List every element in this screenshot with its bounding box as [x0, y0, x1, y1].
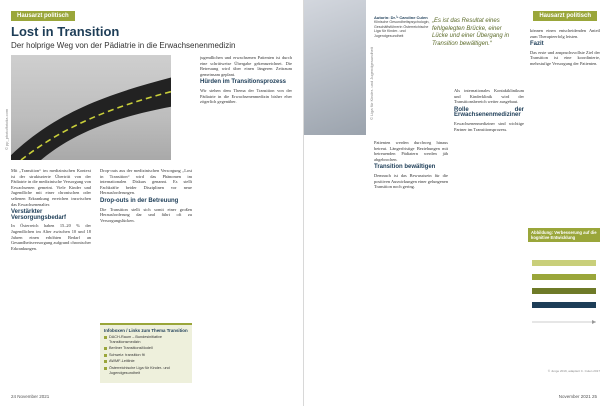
section-tag: Hausarzt politisch — [11, 11, 75, 21]
section-tag: Hausarzt politisch — [533, 11, 597, 21]
road-illustration — [11, 55, 171, 160]
author-portrait — [304, 0, 366, 135]
right-col3-text: können einen entscheidenden Anteil zum Therapieerfolg leisten. — [530, 28, 600, 39]
heading-versorgungsbedarf: Verstärkter Versorgungsbedarf — [11, 209, 67, 221]
body-transition-bewaeltigen: Demnach ist das Bewusstsein für die positiven Auswirkungen einer gelungenen Transition noch gering. — [374, 172, 448, 190]
figure-source: © Junge 2019, adaptiert C. Culen 2017 — [547, 369, 600, 373]
photo-caption: © pp_photo/fotolia.com — [4, 108, 9, 150]
heading-transition-bewaeltigen: Transition bewältigen — [374, 164, 436, 171]
left-column-3 — [200, 55, 292, 385]
heading-huerden: Hürden im Transitionsprozess — [200, 79, 287, 86]
page-folio-right: November 2021 25 — [558, 394, 597, 399]
right-column-3 — [530, 28, 600, 223]
left-column-2 — [100, 168, 192, 318]
info-box-item[interactable]: DACH-Raum – Bundesinitiative Transitionsmedizin — [104, 335, 188, 344]
info-box — [100, 323, 192, 383]
intro-text: Mit „Transition“ im medizinischen Kontext ist der strukturierte Übertritt von der Pädiatrie in die medizinische Versorgung von Erwachsenen gemeint. Viele Kinder und Jugendliche mit einer chronischen oder seltenen Erkrankung erreichen inzwischen das Erwachsenenalter. — [11, 168, 91, 207]
info-box-title: Infoboxen / Links zum Thema Transition — [104, 328, 188, 333]
heading-erwachsenenmediziner: Rolle der Erwachsenenmediziner — [454, 106, 524, 119]
col2-text: Drop-outs aus der medizinischen Versorgung „Lost in Transition“ wird das Phänomen im internationalen Diskurs genannt. Es stellt Fachkräfte beider Disziplinen vor neue Herausforderungen. — [100, 168, 192, 196]
heading-drop-outs: Drop-outs in der Betreuung — [100, 197, 179, 204]
figure-box — [528, 228, 600, 373]
author-block — [374, 16, 432, 64]
author-name: Autorin: Dr.ⁱⁿ Caroline Culen — [374, 15, 428, 20]
bullet-icon — [104, 354, 107, 357]
body-drop-outs: Die Transition stellt sich somit einer großen Herausforderung dar und führt oft zu Versorgungslücken. — [100, 206, 192, 223]
body-fazit: Das erste und anspruchsvollste Ziel der Transition ist eine koordinierte, mehrstufige Versorgung der Patienten. — [530, 49, 600, 66]
bullet-icon — [104, 336, 107, 339]
right-col2-text: Als internationales Kontaktklinikum und Kinderklinik wird der Transitionsbereich weiter ausgebaut. — [454, 88, 524, 105]
article-subtitle: Der holprige Weg von der Pädiatrie in die Erwachsenenmedizin — [11, 41, 236, 50]
bullet-icon — [104, 360, 107, 363]
left-column-1 — [11, 168, 91, 390]
left-page — [0, 0, 304, 406]
info-box-item[interactable]: Berliner TransitionsModell — [104, 346, 188, 351]
figure-title: Abbildung: Verbesserung auf die kognitive Entwicklung — [528, 228, 600, 242]
body-erwachsenenmediziner: Erwachsenenmediziner sind wichtige Partner im Transitionsprozess. — [454, 120, 524, 132]
info-box-item[interactable]: Schweiz: transition fit — [104, 353, 188, 358]
body-versorgungsbedarf: In Österreich haben 15–20 % der Jugendlichen im Alter zwischen 10 und 18 Jahren einen erhöhten Bedarf an Gesundheitsversorgung aufgrund chronischer Erkrankungen. — [11, 223, 91, 251]
right-column-1 — [374, 140, 448, 390]
author-bio: Klinische Gesundheitspsychologin, Geschäftsführerin Österreichische Liga für Kinder- und Jugendgesundheit — [374, 20, 430, 38]
right-page — [304, 0, 608, 406]
article-title: Lost in Transition — [11, 24, 120, 39]
road-photo — [11, 55, 171, 160]
figure-graphic — [528, 242, 600, 352]
body-huerden: Wir stehen dem Thema der Transition von der Pädiatrie in die Erwachsenenmedizin bisher eher zögerlich gegenüber. — [200, 87, 292, 105]
page-folio-left: 24 November 2021 — [11, 394, 50, 399]
info-box-item[interactable]: AWMF-Leitlinie — [104, 359, 188, 364]
right-col1-text: Patienten werden durchweg hinaus betreut. Längerfristige Beziehungen mit betreuenden Pädiatern werden jäh abgebrochen. — [374, 140, 448, 162]
right-column-2 — [454, 88, 524, 388]
info-box-item[interactable]: Österreichische Liga für Kinder- und Jugendgesundheit — [104, 366, 188, 375]
pull-quote: „Es ist das Resultat eines fehlgelegten Brücke, einer Lücke und einer Übergang in Transition bewältigen.“ — [432, 18, 510, 47]
heading-fazit: Fazit — [530, 41, 544, 48]
bullet-icon — [104, 347, 107, 350]
portrait-caption: © Liga für Kinder- und Jugendgesundheit — [369, 47, 374, 120]
bullet-icon — [104, 367, 107, 370]
col3-text: jugendlichen und erwachsenen Patienten ist durch eine schrittweise Übergabe gekennzeichnet. Die Betreuung wird über einen längeren Zeitraum gemeinsam geplant. — [200, 55, 292, 77]
